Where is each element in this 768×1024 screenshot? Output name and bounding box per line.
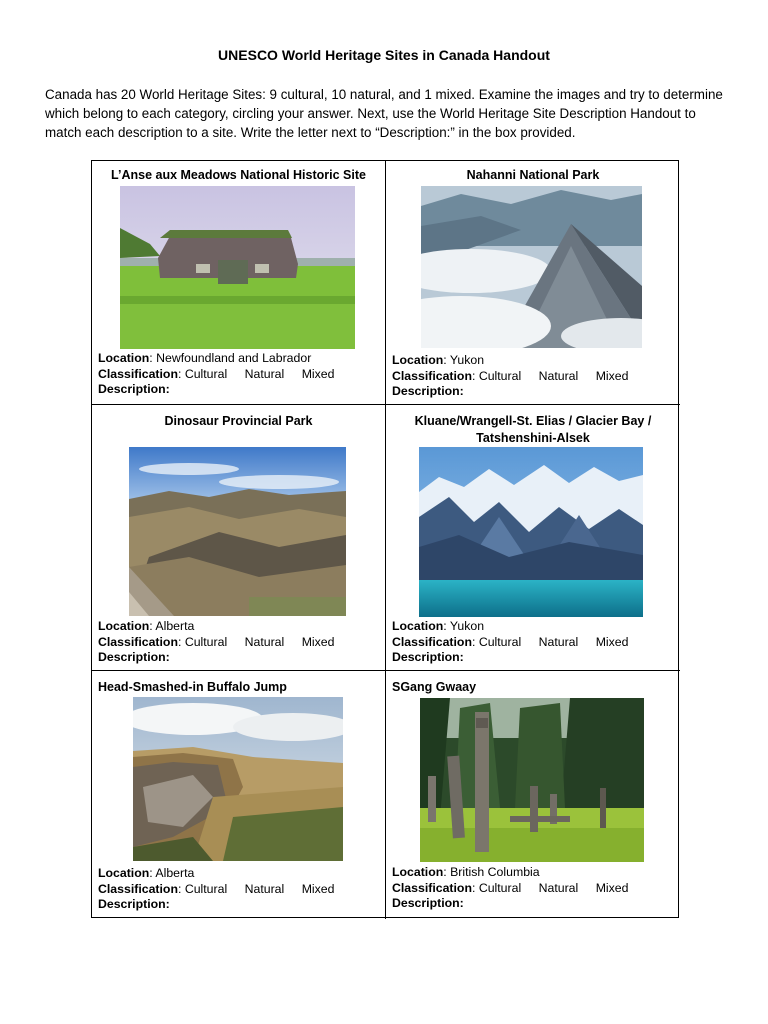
site-card-nahanni: [386, 161, 680, 405]
site-card-dinosaur-park: [92, 405, 386, 671]
site-title: Dinosaur Provincial Park: [164, 414, 313, 428]
classification-label: Classification: [98, 366, 178, 381]
option-mixed[interactable]: Mixed: [595, 880, 629, 895]
location-label: Location: [98, 351, 150, 365]
classification-label: Classification: [392, 634, 472, 649]
location-label: Location: [98, 866, 150, 880]
handout-title: UNESCO World Heritage Sites in Canada Handout: [218, 47, 550, 63]
classification-label: Classification: [98, 881, 178, 896]
option-natural[interactable]: Natural: [244, 881, 285, 896]
glacier-lake-photo: [419, 447, 643, 617]
location-label: Location: [392, 353, 444, 367]
site-info: Location: Yukon Classification: Cultural Natural Mixed Description:: [392, 353, 629, 398]
location-value: British Columbia: [450, 865, 540, 879]
option-natural[interactable]: Natural: [538, 368, 579, 383]
location-label: Location: [392, 865, 444, 879]
site-card-lanse-aux-meadows: [92, 161, 386, 405]
location-label: Location: [98, 619, 150, 633]
description-label: Description:: [392, 896, 464, 910]
description-label: Description:: [98, 650, 170, 664]
option-natural[interactable]: Natural: [538, 634, 579, 649]
option-cultural[interactable]: Cultural: [478, 880, 522, 895]
location-value: Alberta: [155, 619, 195, 633]
option-cultural[interactable]: Cultural: [184, 881, 228, 896]
site-info: Location: British Columbia Classification: Cultural Natural Mixed Description:: [392, 865, 629, 910]
site-info: Location: Alberta Classification: Cultural Natural Mixed Description:: [98, 619, 335, 664]
site-info: Location: Yukon Classification: Cultural Natural Mixed Description:: [392, 619, 629, 664]
option-mixed[interactable]: Mixed: [301, 634, 335, 649]
site-info: Location: Alberta Classification: Cultural Natural Mixed Description:: [98, 866, 335, 911]
intro-paragraph: Canada has 20 World Heritage Sites: 9 cultural, 10 natural, and 1 mixed. Examine the images and try to determine which belong to each category, circling your answer. Next, use the World Heritage Site Description Handout to match each description to a site. Write the letter next to “Description:” in the box provided.: [45, 87, 723, 140]
location-value: Newfoundland and Labrador: [156, 351, 312, 365]
classification-label: Classification: [392, 368, 472, 383]
site-title: L’Anse aux Meadows National Historic Site: [111, 168, 366, 182]
sod-house-photo: [120, 186, 355, 349]
option-mixed[interactable]: Mixed: [595, 368, 629, 383]
option-mixed[interactable]: Mixed: [595, 634, 629, 649]
option-natural[interactable]: Natural: [244, 366, 285, 381]
option-cultural[interactable]: Cultural: [478, 634, 522, 649]
mountain-clouds-photo: [421, 186, 642, 348]
site-card-sgang-gwaay: [386, 671, 680, 919]
site-card-kluane: [386, 405, 680, 671]
site-title: SGang Gwaay: [392, 680, 477, 694]
description-label: Description:: [98, 382, 170, 396]
location-value: Yukon: [449, 353, 485, 367]
description-label: Description:: [98, 897, 170, 911]
description-label: Description:: [392, 650, 464, 664]
location-value: Yukon: [449, 619, 485, 633]
badlands-photo: [129, 447, 346, 616]
classification-label: Classification: [98, 634, 178, 649]
description-label: Description:: [392, 384, 464, 398]
site-grid: [91, 160, 679, 918]
site-info: Location: Newfoundland and Labrador Classification: Cultural Natural Mixed Description:: [98, 351, 335, 396]
option-cultural[interactable]: Cultural: [184, 366, 228, 381]
option-mixed[interactable]: Mixed: [301, 366, 335, 381]
prairie-cliff-photo: [133, 697, 343, 861]
site-title: Kluane/Wrangell-St. Elias / Glacier Bay / Tatshenshini-Alsek: [414, 414, 652, 445]
site-title: Head-Smashed-in Buffalo Jump: [98, 680, 287, 694]
option-cultural[interactable]: Cultural: [184, 634, 228, 649]
option-mixed[interactable]: Mixed: [301, 881, 335, 896]
location-label: Location: [392, 619, 444, 633]
site-card-buffalo-jump: [92, 671, 386, 919]
location-value: Alberta: [155, 866, 195, 880]
option-cultural[interactable]: Cultural: [478, 368, 522, 383]
option-natural[interactable]: Natural: [244, 634, 285, 649]
totem-poles-photo: [420, 698, 644, 862]
classification-label: Classification: [392, 880, 472, 895]
option-natural[interactable]: Natural: [538, 880, 579, 895]
site-title: Nahanni National Park: [466, 168, 600, 182]
